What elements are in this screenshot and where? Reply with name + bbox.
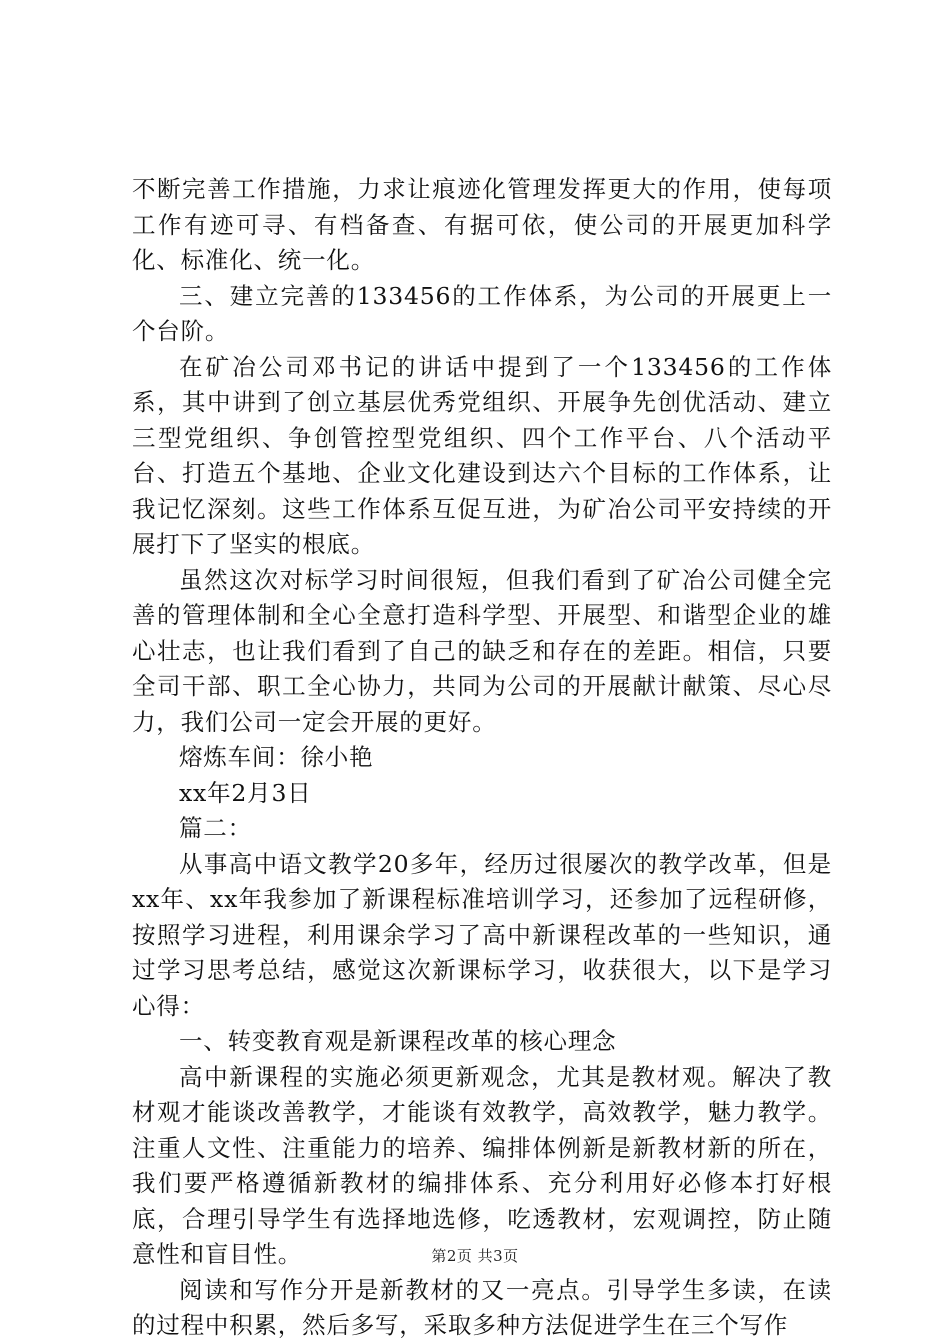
paragraph-intro: 从事高中语文教学20多年，经历过很屡次的教学改革，但是xx年、xx年我参加了新课程标准培训学习，还参加了远程研修，按照学习进程，利用课余学习了高中新课程改革的一些知识，通过学习思考总结，感觉这次新课标学习，收获很大，以下是学习心得： xyxy=(132,849,832,1020)
page-number-footer: 第2页 共3页 xyxy=(431,1247,519,1265)
date-line: xx年2月3日 xyxy=(179,778,312,807)
paragraph-conclusion: 虽然这次对标学习时间很短，但我们看到了矿冶公司健全完善的管理体制和全心全意打造科学型、开展型、和谐型企业的雄心壮志，也让我们看到了自己的缺乏和存在的差距。相信，只要全司干部、职工全心协力，共同为公司的开展献计献策、尽心尽力，我们公司一定会开展的更好。 xyxy=(132,565,832,736)
document-body xyxy=(132,172,832,1344)
paragraph-continuation: 不断完善工作措施，力求让痕迹化管理发挥更大的作用，使每项工作有迹可寻、有档备查、有据可依，使公司的开展更加科学化、标准化、统一化。 xyxy=(132,175,832,274)
section-heading-three: 三、建立完善的133456的工作体系，为公司的开展更上一个台阶。 xyxy=(132,281,832,345)
paragraph-work-system: 在矿冶公司邓书记的讲话中提到了一个133456的工作体系，其中讲到了创立基层优秀党组织、开展争先创优活动、建立三型党组织、争创管控型党组织、四个工作平台、八个活动平台、打造五个基地、企业文化建设到达六个目标的工作体系，让我记忆深刻。这些工作体系互促互进，为矿冶公司平安持续的开展打下了坚实的根底。 xyxy=(132,352,832,558)
author-signature: 熔炼车间：徐小艳 xyxy=(179,743,374,771)
article-two-heading: 篇二： xyxy=(179,814,252,842)
section-heading-one: 一、转变教育观是新课程改革的核心理念 xyxy=(179,1027,617,1055)
paragraph-textbook-view: 高中新课程的实施必须更新观念，尤其是教材观。解决了教材观才能谈改善教学，才能谈有效教学，高效教学，魅力教学。注重人文性、注重能力的培养、编排体例新是新教材新的所在，我们要严格遵循新教材的编排体系、充分利用好必修本打好根底，合理引导学生有选择地选修，吃透教材，宏观调控，防止随意性和盲目性。 xyxy=(132,1062,832,1268)
paragraph-reading-writing: 阅读和写作分开是新教材的又一亮点。引导学生多读，在读的过程中积累，然后多写，采取多种方法促进学生在三个写作 xyxy=(132,1275,832,1339)
